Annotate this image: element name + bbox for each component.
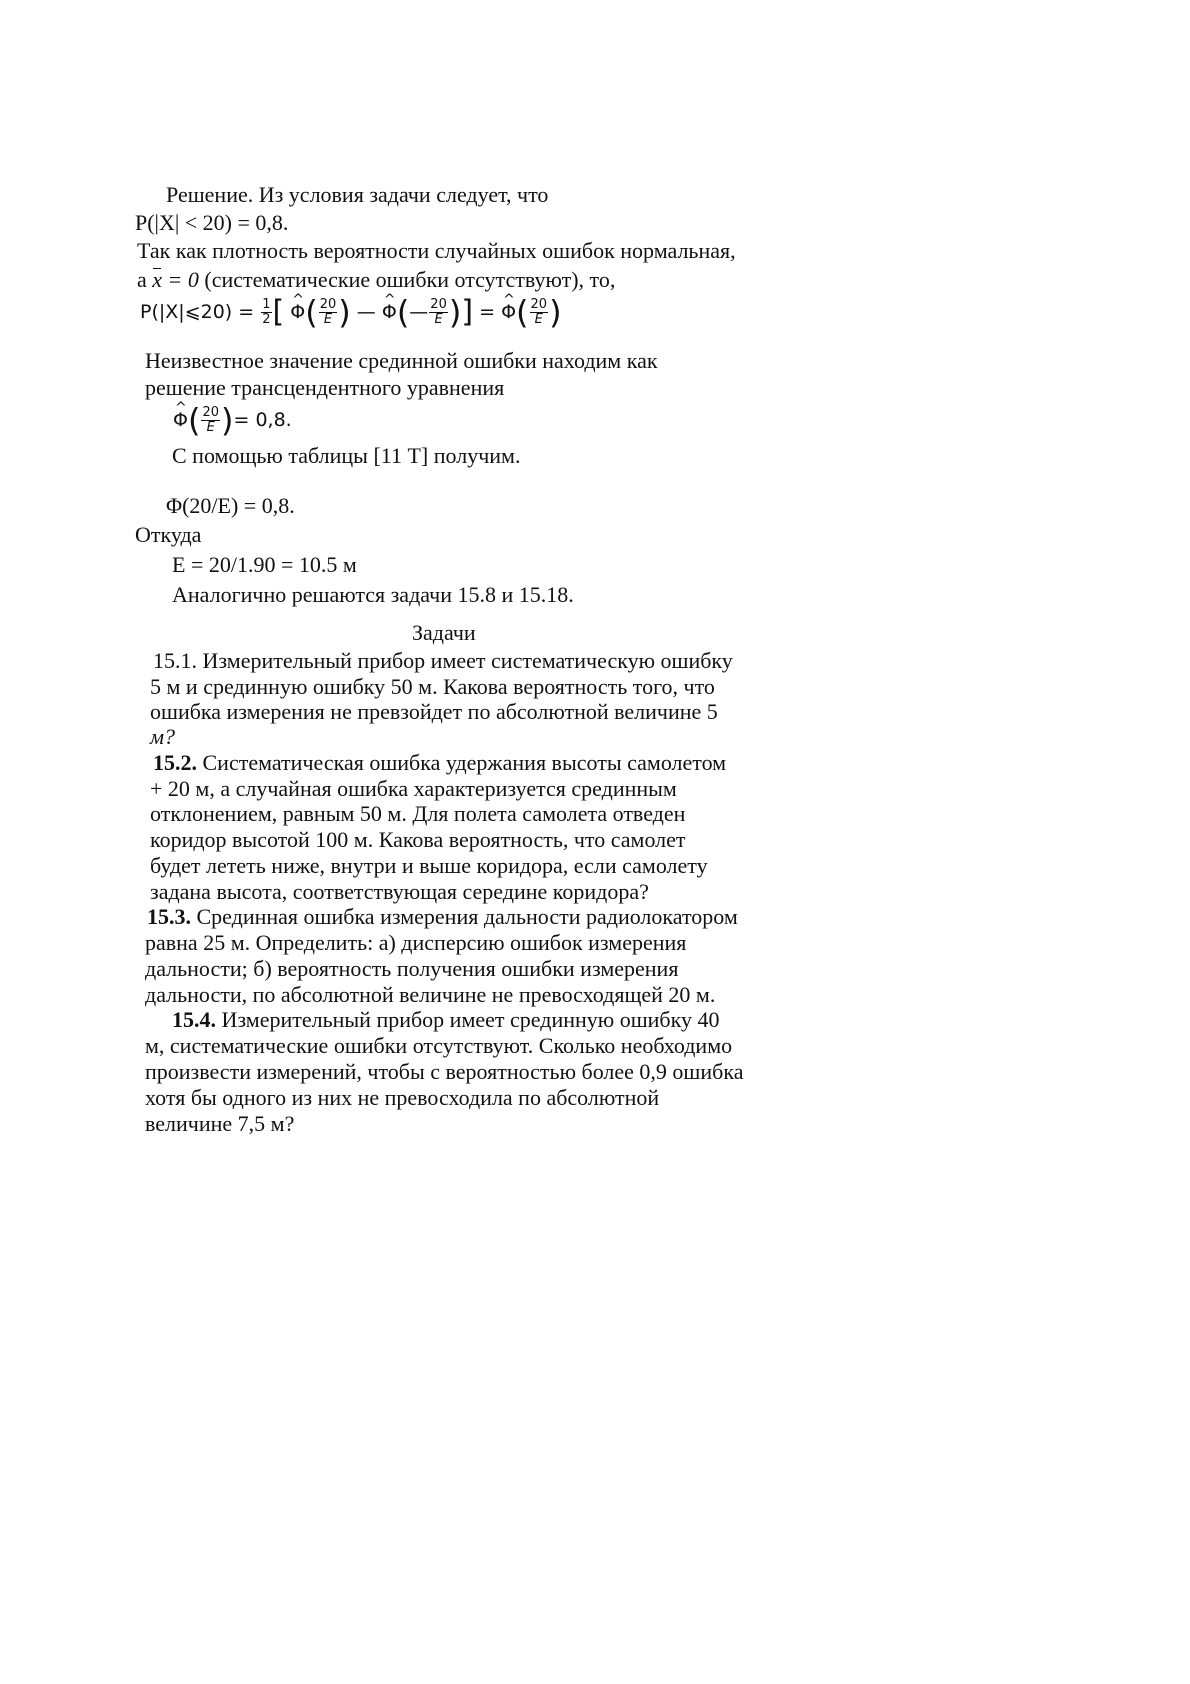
problem-15-2-line-2: + 20 м, а случайная ошибка характеризуется срединным xyxy=(150,776,677,801)
problem-15-2-line-5: будет лететь ниже, внутри и выше коридора, если самолету xyxy=(150,853,708,878)
unknown-text-2: решение трансцендентного уравнения xyxy=(145,375,505,400)
problem-15-4-line-4: хотя бы одного из них не превосходила по абсолютной xyxy=(145,1085,660,1110)
x-bar: x xyxy=(152,267,163,292)
fraction-half: $\frac{1}{2}$ xyxy=(262,297,271,327)
problem-15-2-number: 15.2. xyxy=(153,750,197,775)
problem-15-4-line-5: величине 7,5 м? xyxy=(145,1111,295,1136)
problem-15-3-number: 15.3. xyxy=(147,904,191,929)
unknown-text-1: Неизвестное значение срединной ошибки находим как xyxy=(145,348,658,373)
similar-problems-text: Аналогично решаются задачи 15.8 и 15.18. xyxy=(172,582,574,607)
normal-density-text: Так как плотность вероятности случайных ошибок нормальная, xyxy=(137,238,736,263)
minus-sign: — xyxy=(356,301,376,323)
solution-intro: Решение. Из условия задачи следует, что xyxy=(166,182,549,207)
problem-15-4-number: 15.4. xyxy=(172,1007,216,1032)
phi-hat-4: ^ Φ xyxy=(173,406,188,434)
problem-15-2-line-1 xyxy=(153,749,726,777)
problem-15-3-line-4: дальности, по абсолютной величине не превосходящей 20 м. xyxy=(145,982,716,1007)
fraction-20-e-3: $\frac{20}{E}$ xyxy=(530,297,548,327)
mean-zero-line xyxy=(137,266,615,294)
problem-15-3-line-3: дальности; б) вероятность получения ошибки измерения xyxy=(145,956,679,981)
problem-15-4-line-3: произвести измерений, чтобы с вероятностью более 0,9 ошибка xyxy=(145,1059,744,1084)
formula-phi-expansion: P(|X|⩽20) = $\frac{1}{2}$ [ ^ Φ( $\frac{20}{E}$ ) — ^ Φ(— $\frac{20}{E}$ )] = ^ Φ( $\frac{20}{E}$ ) xyxy=(140,298,562,327)
phi-hat-3: ^ Φ xyxy=(501,298,516,326)
problem-15-3-text-1: Срединная ошибка измерения дальности радиолокатором xyxy=(191,904,738,929)
problem-15-4-text-1: Измерительный прибор имеет срединную ошибку 40 xyxy=(216,1007,720,1032)
formula-lhs: P(|X|⩽20) = xyxy=(140,301,255,323)
equation-probability: P(|X| < 20) = 0,8. xyxy=(135,210,289,235)
phi-hat-2: ^ Φ xyxy=(382,298,397,326)
fraction-20-e-4: $\frac{20}{E}$ xyxy=(202,405,219,435)
negative-sign: — xyxy=(409,301,429,323)
x-equals-zero: = 0 xyxy=(162,267,199,292)
problem-15-2-line-3: отклонением, равным 50 м. Для полета самолета отведен xyxy=(150,801,686,826)
problem-15-1-line-3: ошибка измерения не превзойдет по абсолютной величине 5 xyxy=(150,699,718,724)
transcendental-rhs: = 0,8. xyxy=(233,409,292,431)
problem-15-4-line-2: м, систематические ошибки отсутствуют. Сколько необходимо xyxy=(145,1033,733,1058)
problem-15-2-text-1: Систематическая ошибка удержания высоты самолетом xyxy=(197,750,727,775)
problem-15-2-line-4: коридор высотой 100 м. Какова вероятность, что самолет xyxy=(150,827,686,852)
problem-15-3-line-1 xyxy=(147,903,738,931)
table-text: С помощью таблицы [11 Т] получим. xyxy=(172,443,521,468)
fraction-20-e-1: $\frac{20}{E}$ xyxy=(319,297,337,327)
problem-15-1-line-2: 5 м и срединную ошибку 50 м. Какова вероятность того, что xyxy=(150,674,715,699)
mean-zero-rest: (систематические ошибки отсутствуют), то, xyxy=(198,267,616,292)
problem-15-3-line-2: равна 25 м. Определить: а) дисперсию ошибок измерения xyxy=(145,930,687,955)
problem-15-1-line-1: 15.1. Измерительный прибор имеет систематическую ошибку xyxy=(153,648,733,673)
equals-sign: = xyxy=(479,301,496,323)
fraction-20-e-2: $\frac{20}{E}$ xyxy=(430,297,447,327)
problem-15-4-line-1 xyxy=(172,1006,720,1034)
problems-heading: Задачи xyxy=(412,620,476,645)
a-prefix: а xyxy=(137,267,147,292)
problem-15-1-line-4: м? xyxy=(150,724,176,749)
equation-transcendental: ^ Φ( $\frac{20}{E}$ )= 0,8. xyxy=(173,406,292,435)
phi-hat-1: ^ Φ xyxy=(290,298,305,326)
equation-result: E = 20/1.90 = 10.5 м xyxy=(172,552,357,577)
whence-text: Откуда xyxy=(135,522,202,547)
problem-15-2-line-6: задана высота, соответствующая середине коридора? xyxy=(150,879,649,904)
equation-phi-value: Φ(20/E) = 0,8. xyxy=(166,493,295,518)
